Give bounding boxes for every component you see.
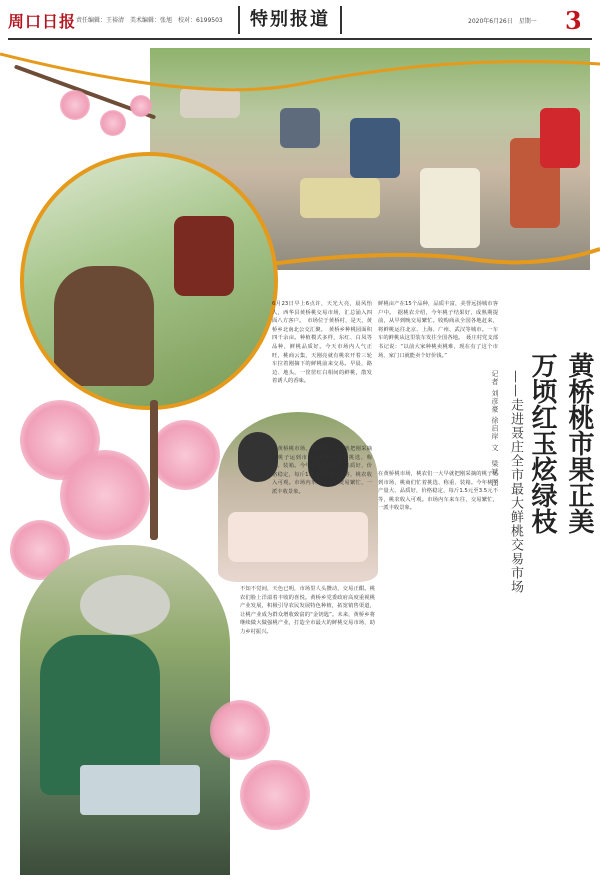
subheadline: ——走进聂庄全市最大鲜桃交易市场 [508, 370, 523, 594]
headline-line1: 黄桥桃市果正美 [564, 352, 594, 534]
publication-date: 2020年6月26日 星期一 [468, 18, 537, 25]
article-column: 鲜桃亩产在15个品种，品质丰富，美誉远扬城市客户中。 据桃农介绍，今年桃子结果好，成熟期提前，从早到晚交易繁忙。收购商从全国各地赶来，将鲜桃运往北京、上海、广州、武汉等城市。一车车的鲜桃从这里装车发往全国各地。 聂庄村党支部书记说：“以前大家种桃卖桃难，现在有了这个市场，家门口就能卖个好价钱。” [378, 301, 498, 359]
weighing-photo [20, 545, 230, 875]
section-title: 特别报道 [250, 9, 330, 30]
article-column: 6月23日早上6点许，天光大亮，晨风怡人，西华县黄桥桃交易市场，汇总涌入四面八方客户。 市场位于黄桥村，是天，黄桥乡北南北公交汇聚。 黄桥乡种桃园面积四千余亩。种植模式多样，东红、白凤等品种，鲜桃品质好。今天市场内人气正旺，桃商云集，天刚亮就有桃农开着三轮车拉着刚摘下的鲜桃前来交易。早晨，路边、地头，一筐筐红白相间的鲜桃，散发着诱人的香味。 [272, 301, 372, 385]
scale-shape [80, 765, 200, 815]
farmer-shape [54, 266, 154, 386]
blossom-decoration [60, 90, 90, 120]
blossom-decoration [100, 110, 126, 136]
article-column: 不知不觉间，天色已明，市场里人头攒动，交易正酣。桃农们脸上洋溢着丰收的喜悦。黄桥乡党委政府高度重视桃产业发展，积极引导农民发展特色种植，拓宽销售渠道，让桃产业成为群众增收致富的“金钥匙”。未来，黄桥乡将继续做大做强桃产业，打造全市最大的鲜桃交易市场，助力乡村振兴。 [240, 586, 375, 635]
header-rule [8, 38, 592, 40]
bag-shape [174, 216, 234, 296]
picking-photo [20, 152, 278, 410]
blossom-decoration [130, 95, 152, 117]
tree-trunk [150, 400, 158, 540]
masthead: 周口日报 [8, 12, 77, 31]
article-column: 在黄桥桃市场，桃农们一大早就把刚采摘的桃子运到市场，桃商们忙着挑选、称重、装箱。今年桃子产量大、品质好，价格稳定，每斤1.5元至3.5元不等，桃农收入可观。市场内车来车往，交易繁忙，一派丰收景象。 [378, 471, 498, 512]
article-column: 在黄桥桃市场，桃农们一大早就把刚采摘的桃子运到市场，桃商们忙着挑选、称重、装箱。今年桃子产量大、品质好，价格稳定，每斤1.5元至3.5元不等，桃农收入可观。市场内车来车往，交易繁忙，一派丰收景象。 [272, 446, 372, 495]
page-header [0, 0, 600, 40]
blossom-decoration [150, 420, 220, 490]
hat-shape [80, 575, 170, 635]
blossom-decoration [60, 450, 150, 540]
editor-credits: 责任编辑：王裕清 美术编辑：张旭 校对：6199503 [76, 17, 223, 24]
page-number: 3 [565, 6, 582, 35]
headline-line2: 万顷红玉炫绿枝 [527, 352, 557, 534]
section-block [238, 6, 342, 34]
byline: 记者 刘彦豪 徐启岸 文 梁斌 图 [491, 370, 499, 487]
